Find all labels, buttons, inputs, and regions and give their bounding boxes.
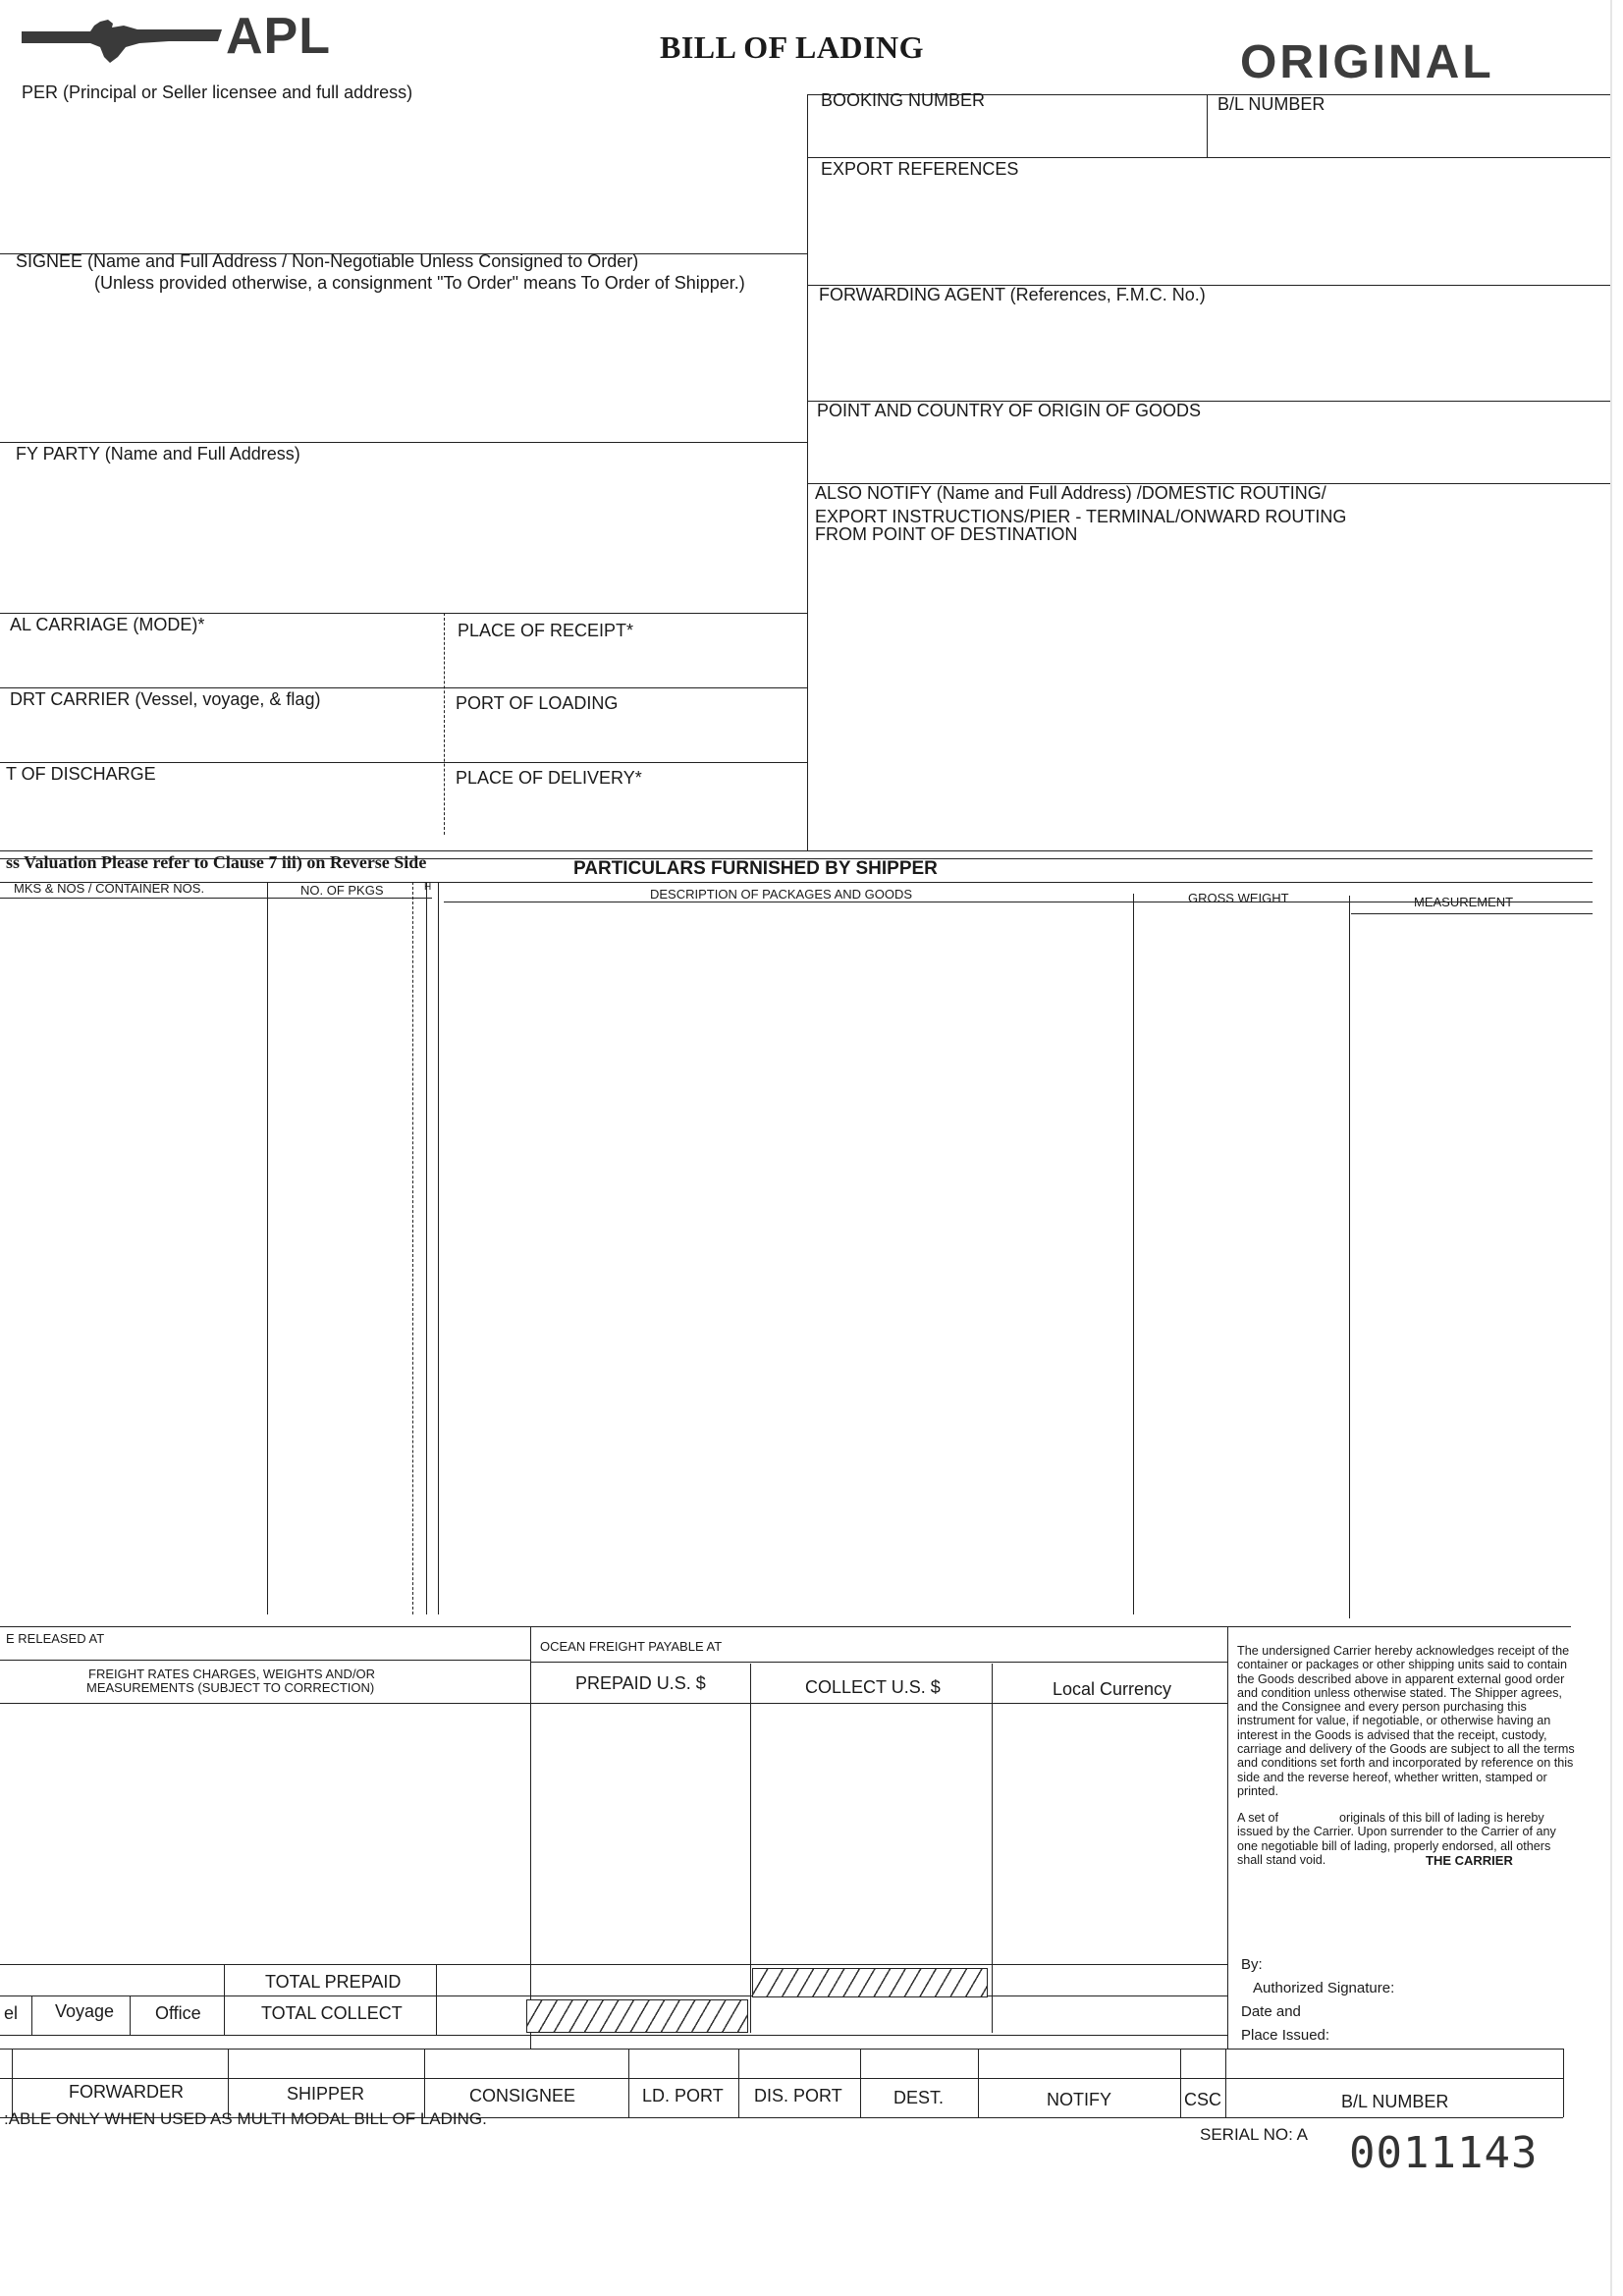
col-measurement-header: MEASUREMENT (1414, 895, 1514, 909)
document-title: BILL OF LADING (660, 29, 924, 65)
eagle-logo-icon (22, 12, 223, 67)
forwarding-agent-label: FORWARDING AGENT (References, F.M.C. No.) (819, 285, 1206, 304)
col-description-header: DESCRIPTION OF PACKAGES AND GOODS (650, 887, 913, 902)
the-carrier-label: THE CARRIER (1426, 1853, 1513, 1868)
col-gross-weight-header: GROSS WEIGHT (1188, 891, 1289, 905)
carrier-originals-terms (1237, 1811, 1579, 1867)
collect-label: COLLECT U.S. $ (805, 1677, 941, 1697)
total-collect-label: TOTAL COLLECT (261, 2003, 403, 2023)
originals-prefix: A set of (1237, 1811, 1279, 1825)
authorized-signature-label: Authorized Signature: (1253, 1980, 1395, 1996)
released-at-label: E RELEASED AT (6, 1631, 105, 1646)
code-forwarder: FORWARDER (69, 2082, 184, 2102)
originals-text: originals of this bill of lading is hereby issued by the Carrier. Upon surrender to the Carrier of any one negotiable bill of lading, properly endorsed, all others shall stand void. (1237, 1811, 1556, 1867)
rates-label-2: MEASUREMENTS (SUBJECT TO CORRECTION) (86, 1680, 375, 1695)
code-consignee: CONSIGNEE (469, 2086, 576, 2105)
original-stamp: ORIGINAL (1240, 36, 1494, 88)
point-origin-label: POINT AND COUNTRY OF ORIGIN OF GOODS (817, 401, 1202, 420)
total-collect-prepaid-void (526, 1999, 748, 2033)
initial-carriage-label: AL CARRIAGE (MODE)* (10, 615, 205, 634)
brand-name: APL (226, 8, 331, 65)
export-carrier-label: DRT CARRIER (Vessel, voyage, & flag) (10, 689, 321, 709)
code-csc: CSC (1184, 2090, 1222, 2109)
col-marks-header: MKS & NOS / CONTAINER NOS. (14, 881, 205, 896)
multimodal-note: :ABLE ONLY WHEN USED AS MULTI MODAL BILL OF LADING. (4, 2109, 487, 2128)
local-currency-label: Local Currency (1053, 1679, 1172, 1699)
also-notify-label-2: EXPORT INSTRUCTIONS/PIER - TERMINAL/ONWARD ROUTING (815, 507, 1347, 526)
carrier-receipt-terms: The undersigned Carrier hereby acknowledges receipt of the container or packages or other shipping units said to contain the Goods described above in apparent external good order and condition unless otherwise stated. The Shipper agrees, and the Consignee and every person purchasing this instrument for value, if negotiable, or otherwise having an interest in the Goods is advised that the receipt, custody, carriage and delivery of the Goods are subject to all the terms and conditions set forth and incorporated by reference on this side and the reverse hereof, whether written, stamped or printed. (1237, 1644, 1575, 1798)
port-loading-label: PORT OF LOADING (456, 693, 619, 713)
place-delivery-label: PLACE OF DELIVERY* (456, 768, 642, 788)
by-label: By: (1241, 1956, 1263, 1973)
serial-label: SERIAL NO: A (1200, 2125, 1308, 2144)
prepaid-label: PREPAID U.S. $ (575, 1673, 706, 1693)
also-notify-label-1: ALSO NOTIFY (Name and Full Address) /DOMESTIC ROUTING/ (815, 483, 1326, 503)
also-notify-label-3: FROM POINT OF DESTINATION (815, 524, 1078, 544)
consignee-note: (Unless provided otherwise, a consignment "To Order" means To Order of Shipper.) (94, 273, 745, 293)
total-prepaid-label: TOTAL PREPAID (265, 1972, 402, 1992)
place-receipt-label: PLACE OF RECEIPT* (458, 621, 634, 640)
code-dest: DEST. (893, 2088, 945, 2107)
particulars-heading: PARTICULARS FURNISHED BY SHIPPER (573, 858, 938, 879)
port-discharge-label: T OF DISCHARGE (6, 764, 156, 784)
place-issued-label: Place Issued: (1241, 2027, 1330, 2044)
booking-number-label: BOOKING NUMBER (821, 90, 986, 110)
shipper-label: PER (Principal or Seller licensee and full address) (22, 82, 413, 102)
col-hm-header: H (424, 882, 432, 893)
serial-number: 0011143 (1349, 2128, 1539, 2178)
valuation-note: ss Valuation Please refer to Clause 7 iii) on Reverse Side (6, 852, 427, 872)
code-shipper: SHIPPER (287, 2084, 365, 2104)
office-label: Office (155, 2003, 201, 2023)
vessel-label: el (4, 2003, 19, 2023)
consignee-label: SIGNEE (Name and Full Address / Non-Negotiable Unless Consigned to Order) (16, 251, 639, 271)
voyage-label: Voyage (55, 2001, 115, 2021)
export-references-label: EXPORT REFERENCES (821, 159, 1019, 179)
col-pkgs-header: NO. OF PKGS (300, 883, 384, 898)
notify-party-label: FY PARTY (Name and Full Address) (16, 444, 300, 464)
rates-label-1: FREIGHT RATES CHARGES, WEIGHTS AND/OR (88, 1667, 376, 1681)
code-bl-number: B/L NUMBER (1341, 2092, 1449, 2111)
code-notify: NOTIFY (1047, 2090, 1111, 2109)
total-prepaid-collect-void (752, 1968, 988, 1997)
code-ld-port: LD. PORT (642, 2086, 724, 2105)
ocean-freight-payable-label: OCEAN FREIGHT PAYABLE AT (540, 1639, 723, 1654)
code-dis-port: DIS. PORT (754, 2086, 842, 2105)
bl-number-label: B/L NUMBER (1217, 94, 1325, 114)
date-and-label: Date and (1241, 2003, 1301, 2020)
page-edge (1610, 0, 1612, 2296)
